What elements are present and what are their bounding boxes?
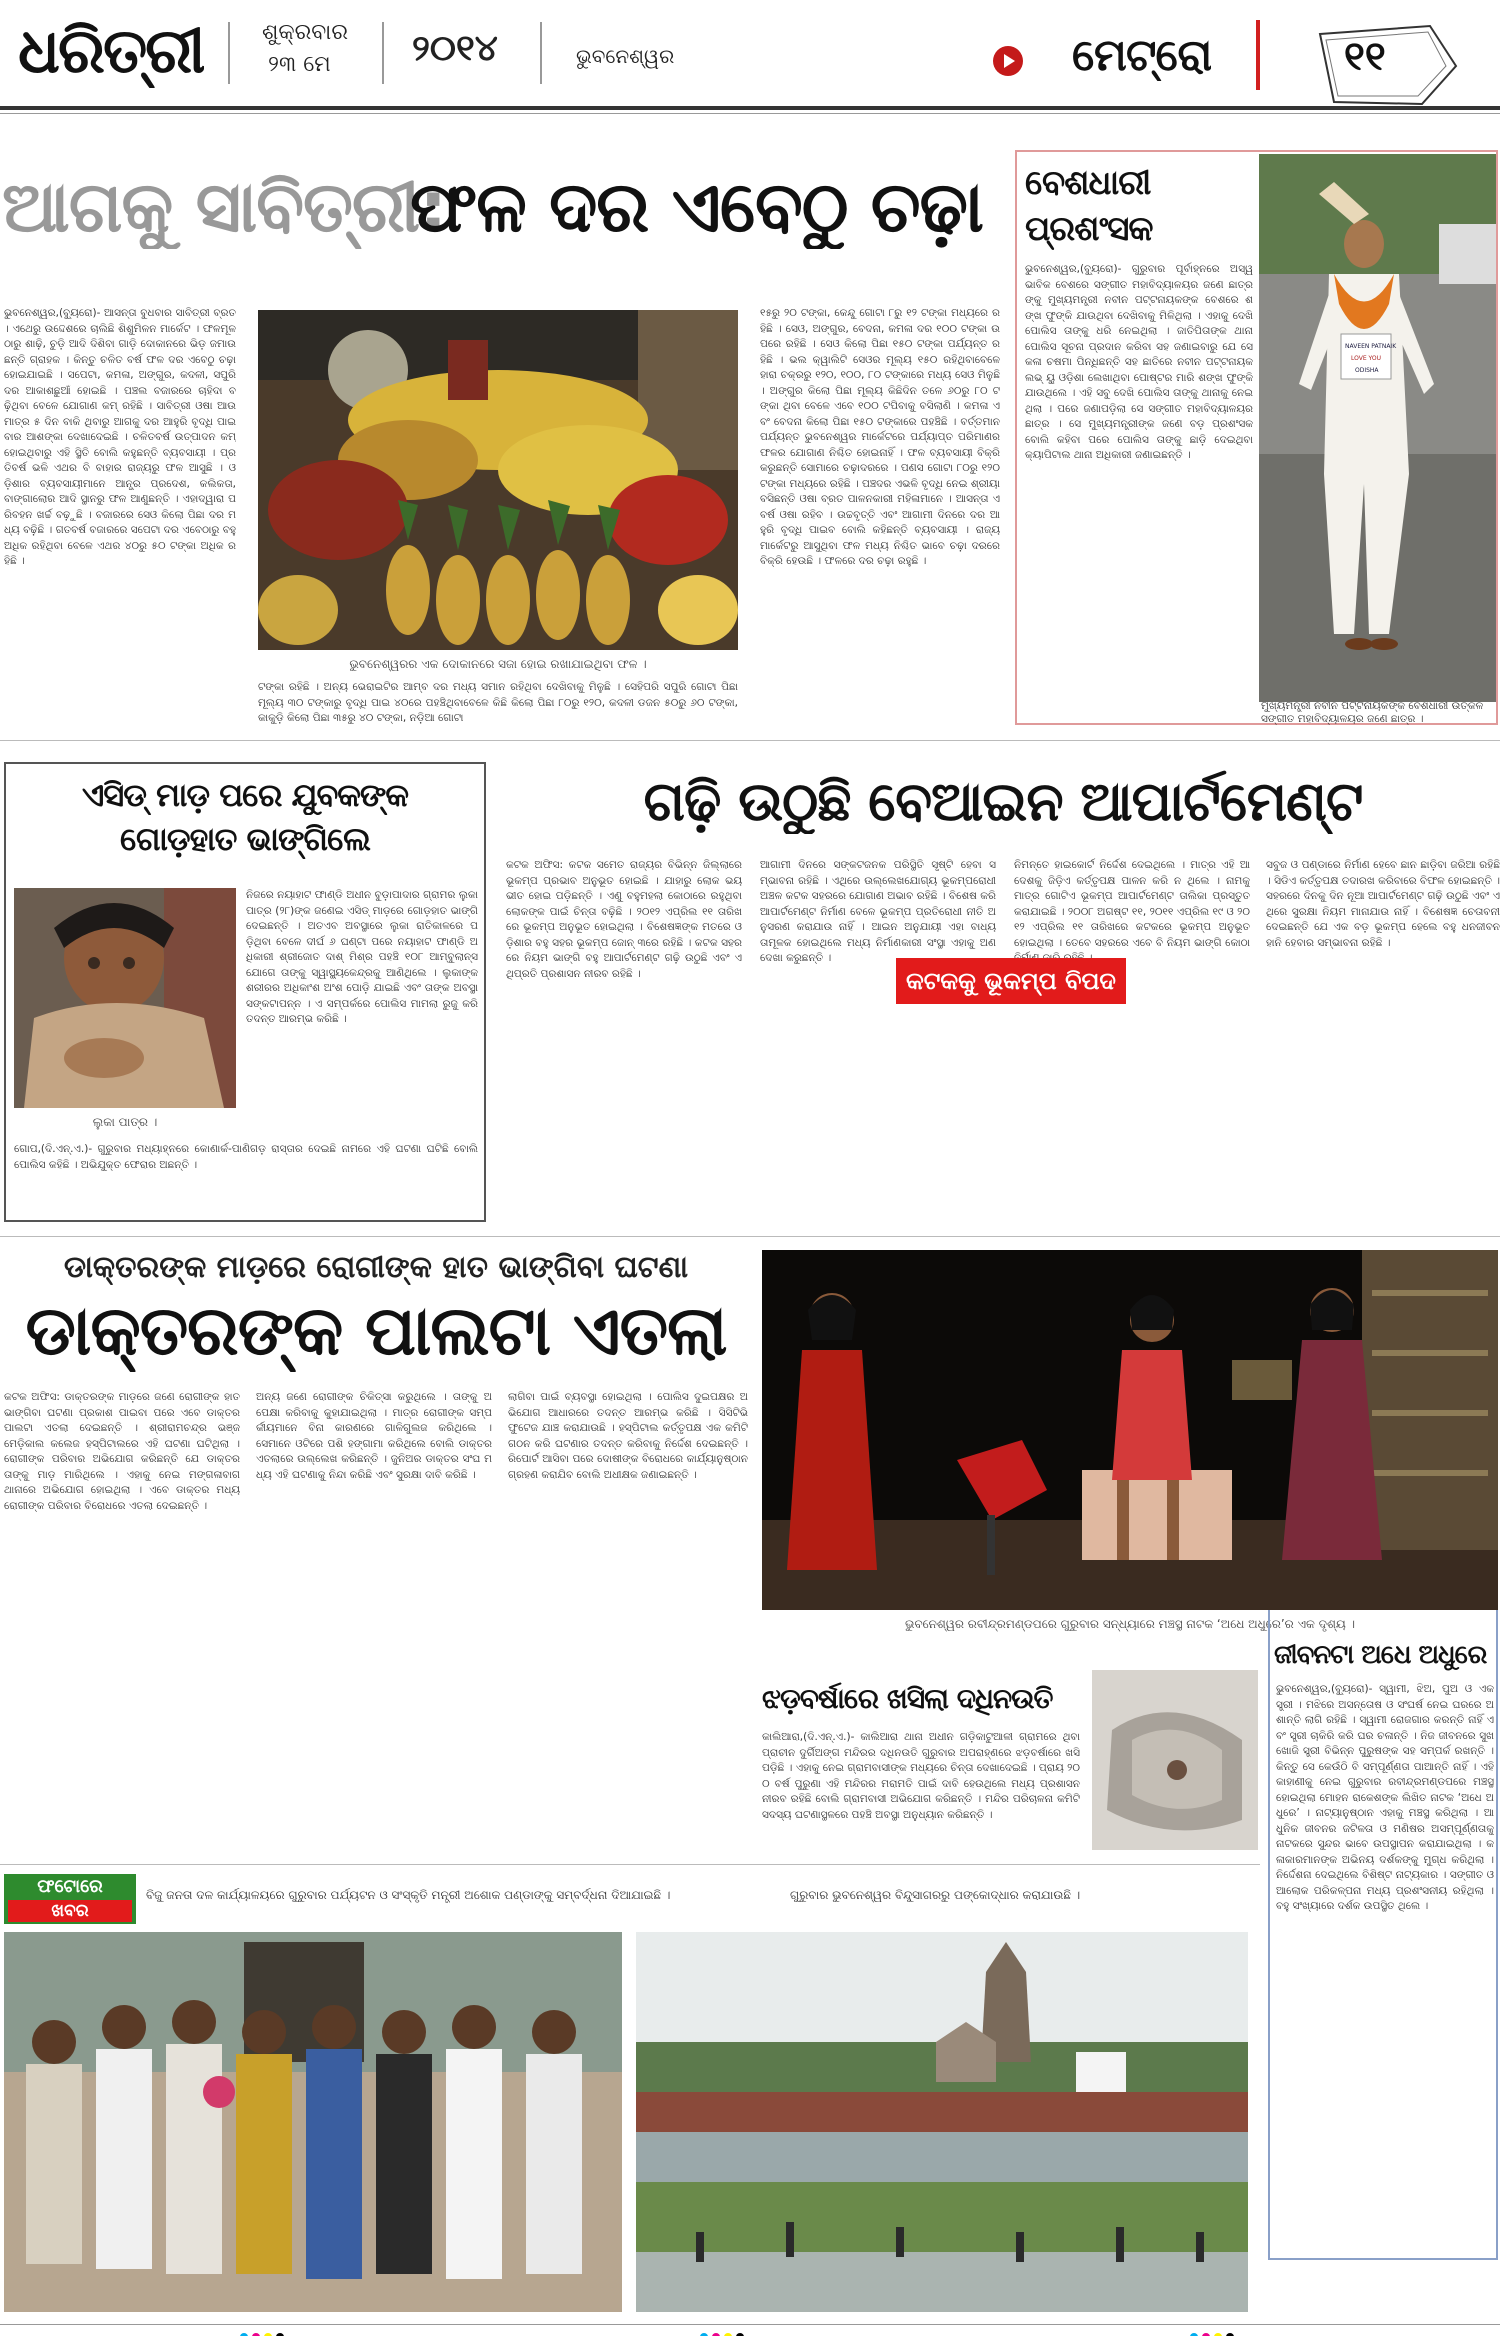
fruit-stall-photo bbox=[258, 310, 738, 650]
play-story-box bbox=[1268, 1610, 1498, 2260]
photo-news-strip bbox=[0, 1872, 1260, 2332]
doctor-col-1: କଟକ ଅଫିସ: ଡାକ୍ତରଙ୍କ ମାଡ଼ରେ ଜଣେ ରୋଗୀଙ୍କ ହାତ ଭାଙ୍ଗିବା ଘଟଣା ପ୍ରକାଶ ପାଇବା ପରେ ଏବେ ଡାକ୍ତର ପାଲଟା ଏତଲା ଦେଇଛନ୍ତି । ଶ୍ରୀରାମଚନ୍ଦ୍ର ଭଞ୍ଜ ମେଡ଼ିକାଲ କଲେଜ ହସ୍ପିଟାଲରେ ଏହି ଘଟଣା ଘଟିଥିଲା । ରୋଗୀଙ୍କ ପରିବାର ଅଭିଯୋଗ କରିଛନ୍ତି ଯେ ଡାକ୍ତର ତାଙ୍କୁ ମାଡ଼ ମାରିଥିଲେ । ଏହାକୁ ନେଇ ମଙ୍ଗଳାବାଗ ଥାନାରେ ଅଭିଯୋଗ ହୋଇଥିଲା । ଏବେ ଡାକ୍ତର ମଧ୍ୟ ରୋଗୀଙ୍କ ପରିବାର ବିରୋଧରେ ଏତଲା ଦେଇଛନ୍ତି । bbox=[4, 1391, 240, 1512]
play-body: ଭୁବନେଶ୍ୱର,(ବ୍ୟୁରୋ)- ସ୍ୱାମୀ, ଝିଅ, ପୁଅ ଓ ଏକ ସ୍ତ୍ରୀ । ମଝିରେ ଅସନ୍ତୋଷ ଓ ସଂଘର୍ଷ ନେଇ ଘରରେ ଅଶାନ୍ତି ଲାଗି ରହିଛି । ସ୍ୱାମୀ ରୋଜଗାର କରନ୍ତି ନାହିଁ ଏବଂ ସ୍ତ୍ରୀ ଚାକିରି କରି ଘର ଚଳାନ୍ତି । ନିଜ ଜୀବନରେ ସୁଖ ଖୋଜି ସ୍ତ୍ରୀ ବିଭିନ୍ନ ପୁରୁଷଙ୍କ ସହ ସମ୍ପର୍କ ରଖନ୍ତି । କିନ୍ତୁ ସେ କେଉଁଠି ବି ସମ୍ପୂର୍ଣ୍ଣତା ପାଆନ୍ତି ନାହିଁ । ଏହି କାହାଣୀକୁ ନେଇ ଗୁରୁବାର ରବୀନ୍ଦ୍ରମଣ୍ଡପରେ ମଞ୍ଚସ୍ଥ ହୋଇଥିଲା ମୋହନ ରାକେଶଙ୍କ ଲିଖିତ ନାଟକ ‘ଅଧେ ଅଧୁରେ’ । ନାଟ୍ୟାନୁଷ୍ଠାନ ଏହାକୁ ମଞ୍ଚସ୍ଥ କରିଥିଲା । ଆଧୁନିକ ଜୀବନର ଜଟିଳତା ଓ ମଣିଷର ଅସମ୍ପୂର୍ଣ୍ଣତାକୁ ନାଟକରେ ସୁନ୍ଦର ଭାବେ ଉପସ୍ଥାପନ କରାଯାଇଥିଲା । କଳାକାରମାନଙ୍କ ଅଭିନୟ ଦର୍ଶକଙ୍କୁ ମୁଗ୍ଧ କରିଥିଲା । ନିର୍ଦ୍ଦେଶନା ଦେଇଥିଲେ ବିଶିଷ୍ଟ ନାଟ୍ୟକାର । ସଙ୍ଗୀତ ଓ ଆଲୋକ ପରିକଳ୍ପନା ମଧ୍ୟ ପ୍ରଶଂସନୀୟ ରହିଥିଲା । ବହୁ ସଂଖ୍ୟାରେ ଦର୍ଶକ ଉପସ୍ଥିତ ଥିଲେ । bbox=[1276, 1683, 1494, 1912]
felicitation-photo bbox=[4, 1932, 622, 2312]
apartment-col-1: କଟକ ଅଫିସ: କଟକ ସମେତ ରାଜ୍ୟର ବିଭିନ୍ନ ଜିଲ୍ଲାରେ ଭୂକମ୍ପ ପ୍ରଭାବ ଅନୁଭୂତ ହୋଇଛି । ଯାହାରୁ ଲୋକ ଭୟଭୀତ ହୋଇ ପଡ଼ିଛନ୍ତି । ଏଣୁ ବହୁମହଲା କୋଠାରେ ରହୁଥିବା ଲୋକଙ୍କ ପାଇଁ ଚିନ୍ତା ବଢ଼ିଛି । ୨୦୧୨ ଏପ୍ରିଲ ୧୧ ତାରିଖରେ ଭୂକମ୍ପ ଅନୁଭୂତ ହୋଇଥିଲା । ବିଶେଷଜ୍ଞଙ୍କ ମତରେ ଓଡ଼ିଶାର ବହୁ ସହର ଭୂକମ୍ପ ଜୋନ୍ ୩ରେ ରହିଛି । କଟକ ସହରରେ ନିୟମ ଭାଙ୍ଗି ବହୁ ଆପାର୍ଟମେଣ୍ଟ ଗଢ଼ି ଉଠୁଛି ଏବଂ ଏଥିପ୍ରତି ପ୍ରଶାସନ ନୀରବ ରହିଛି । bbox=[506, 859, 742, 980]
play-bullet-icon bbox=[993, 46, 1023, 76]
doctor-story bbox=[0, 1240, 752, 1860]
masthead bbox=[0, 0, 1500, 120]
impostor-headline: ବେଶଧାରୀ ପ୍ରଶଂସକ bbox=[1025, 163, 1153, 249]
apartment-col-4: ସବୁଜ ଓ ପଣ୍ଡାରେ ନିର୍ମାଣ ହେବେ ଛାନ ଛାଡ଼ିବା ଜରିଆ ରହିଛି । ସିଡିଏ କର୍ତ୍ତୃପକ୍ଷ ତଦାରଖ କରିବାରେ ବିଫଳ ହୋଇଛନ୍ତି । ସହରରେ ଦିନକୁ ଦିନ ନୂଆ ଆପାର୍ଟମେଣ୍ଟ ଗଢ଼ି ଉଠୁଛି ଏବଂ ଏଥିରେ ସୁରକ୍ଷା ନିୟମ ମାନାଯାଉ ନାହିଁ । ବିଶେଷଜ୍ଞ ଚେତାବନୀ ଦେଇଛନ୍ତି ଯେ ଏକ ବଡ଼ ଭୂକମ୍ପ ହେଲେ ବହୁ ଧନଜୀବନ ହାନି ହେବାର ସମ୍ଭାବନା ରହିଛି । bbox=[1266, 859, 1500, 949]
impostor-photo bbox=[1259, 154, 1496, 702]
fruit-body-col-2: ଟଙ୍କା ରହିଛି । ଅନ୍ୟ ଭେରାଇଟିର ଆମ୍ବ ଦର ମଧ୍ୟ ସମାନ ରହିଥିବା ଦେଖିବାକୁ ମିଳୁଛି । ସେହିପରି ସପୁରି ଗୋଟା ପିଛା ମୂଲ୍ୟ ୩୦ ଟଙ୍କାରୁ ବୃଦ୍ଧି ପାଇ ୪୦ରେ ପହଞ୍ଚିଥିବାବେଳେ କିଛି କିଲୋ ପିଛା ୮୦ରୁ ୧୨୦, କଦଳୀ ଡଜନ ୫୦ରୁ ୬୦ ଟଙ୍କା, କାକୁଡ଼ି କିଲୋ ପିଛା ୩୫ରୁ ୪୦ ଟଙ୍କା, ନଡ଼ିଆ ଗୋଟା bbox=[258, 681, 738, 724]
edition-city: ଭୁବନେଶ୍ୱର bbox=[576, 44, 675, 68]
page-number-tab bbox=[1320, 26, 1450, 96]
photo-news-label-line-1: ଫଟୋରେ bbox=[37, 1876, 103, 1897]
storm-story bbox=[762, 1650, 1258, 1860]
play-photo bbox=[762, 1250, 1498, 1610]
doctor-kicker: ଡାକ୍ତରଙ୍କ ମାଡ଼ରେ ରୋଗୀଙ୍କ ହାତ ଭାଙ୍ଗିବା ଘଟଣା bbox=[63, 1250, 689, 1285]
photo-news-caption-1: ବିଜୁ ଜନତା ଦଳ କାର୍ଯ୍ୟାଳୟରେ ଗୁରୁବାର ପର୍ଯ୍ୟଟନ ଓ ସଂସ୍କୃତି ମନ୍ତ୍ରୀ ଅଶୋକ ପଣ୍ଡାଙ୍କୁ ସମ୍ବର୍ଦ୍ଧନା ଦିଆଯାଇଛି । bbox=[146, 1888, 671, 1902]
newspaper-logo: ଧରିତ୍ରୀ bbox=[18, 14, 204, 87]
photo-news-label-line-2: ଖବର bbox=[51, 1901, 89, 1921]
fruit-body-col-3: ୧୫ରୁ ୨୦ ଟଙ୍କା, କେନ୍ଦୁ ଗୋଟା ୮ରୁ ୧୨ ଟଙ୍କା ମଧ୍ୟରେ ରହିଛି । ସେଓ, ଅଙ୍ଗୁର, ବେଦନା, କମଳା ଦର ୧୦୦ ଟଙ୍କା ଉପରେ ରହିଛି । ସେଓ କିଲୋ ପିଛା ୧୫୦ ଟଙ୍କା ପର୍ଯ୍ୟନ୍ତ ରହିଛି । ଭଲ କ୍ୱାଲିଟି ସେଓର ମୂଲ୍ୟ ୧୫୦ ରହିଥିବାବେଳେ ହାରା ଚକ୍ରରୁ ୧୨୦, ୧୦୦, ୮୦ ଟଙ୍କାରେ ମଧ୍ୟ ସେଓ ମିଳୁଛି । ଅଙ୍ଗୁର କିଲୋ ପିଛା ମୂଲ୍ୟ କିଛିଦିନ ତଳେ ୬୦ରୁ ୮୦ ଟଙ୍କା ଥିବା ବେଳେ ଏବେ ୧୦୦ ଟପିବାକୁ ବସିଲାଣି । କମଳା ଏବଂ ବେଦନା କିଲୋ ପିଛା ୧୫୦ ଟଙ୍କାରେ ପହଞ୍ଚିଛି । ବର୍ତ୍ତମାନ ପର୍ଯ୍ୟନ୍ତ ଭୁବନେଶ୍ୱର ମାର୍କେଟରେ ପର୍ଯ୍ୟାପ୍ତ ପରିମାଣର ଫଳର ଯୋଗାଣ ନିଶ୍ଚିତ ହୋଇନାହିଁ । ଫଳ ବ୍ୟବସାୟୀ ବିକ୍ରି କରୁଛନ୍ତି ସୋମାରେ ଚଢ଼ାଦରରେ । ପଣସ ଗୋଟା ୮୦ରୁ ୧୨୦ ଟଙ୍କା ମଧ୍ୟରେ ରହିଛି । ପଞ୍ଚଦର ଏଭଳି ବୃଦ୍ଧି ନେଇ ଶ୍ରୀୟା ବସିଛନ୍ତି ଓଷା ବ୍ରତ ପାଳନକାରୀ ମହିଳାମାନେ । ଆସନ୍ତା ଏବର୍ଷ ଓଷା ରହିବ । ଉଚ୍ଚବୃତ୍ତି ଏବଂ ଆଗାମୀ ଦିନରେ ଦର ଆହୁରି ବୃଦ୍ଧି ପାଇବ ବୋଲି କହିଛନ୍ତି ବ୍ୟବସାୟୀ । ରାଜ୍ୟ ମାର୍କେଟରୁ ଆସୁଥିବା ଫଳ ମଧ୍ୟ ନିଶ୍ଚିତ ଭାବେ ଚଢ଼ା ଦରରେ ବିକ୍ରି ହେଉଛି । ଫଳରେ ଦର ଚଢ଼ା ରହୁଛି । bbox=[760, 307, 1000, 567]
doctor-col-2: ଅନ୍ୟ ଜଣେ ରୋଗୀଙ୍କ ଚିକିତ୍ସା କରୁଥିଲେ । ତାଙ୍କୁ ଅପେକ୍ଷା କରିବାକୁ କୁହାଯାଇଥିଲା । ମାତ୍ର ରୋଗୀଙ୍କ ସମ୍ପର୍କୀୟମାନେ ବିନା କାରଣରେ ଗାଳିଗୁଲଜ କରିଥିଲେ । ସେମାନେ ଓଟିରେ ପଶି ହଙ୍ଗାମା କରିଥିଲେ ବୋଲି ଡାକ୍ତର ଏତଲାରେ ଉଲ୍ଲେଖ କରିଛନ୍ତି । ଜୁନିଅର ଡାକ୍ତର ସଂଘ ମଧ୍ୟ ଏହି ଘଟଣାକୁ ନିନ୍ଦା କରିଛି ଏବଂ ସୁରକ୍ଷା ଦାବି କରିଛି । bbox=[256, 1391, 492, 1481]
apartment-headline: ଗଢ଼ି ଉଠୁଛି ବେଆଇନ ଆପାର୍ଟମେଣ୍ଟ bbox=[643, 770, 1363, 833]
fruit-photo-caption: ଭୁବନେଶ୍ୱରର ଏକ ଦୋକାନରେ ସଜା ହୋଇ ରଖାଯାଇଥିବା ଫଳ । bbox=[349, 657, 647, 671]
play-photo-caption: ଭୁବନେଶ୍ୱର ରବୀନ୍ଦ୍ରମଣ୍ଡପରେ ଗୁରୁବାର ସନ୍ଧ୍ୟାରେ ମଞ୍ଚସ୍ଥ ନାଟକ ‘ଅଧେ ଅଧୁରେ’ର ଏକ ଦୃଶ୍ୟ । bbox=[905, 1617, 1355, 1631]
impostor-story-box bbox=[1015, 150, 1498, 725]
fruit-body-col-1: ଭୁବନେଶ୍ୱର,(ବ୍ୟୁରୋ)- ଆସନ୍ତା ବୁଧବାର ସାବିତ୍ରୀ ବ୍ରତ । ଏଥେରୁ ଉଦ୍ଦେଶରେ ଚାଲିଛି ଶିଶୁମିଳନ ମାର୍କେଟ । ଫଳମୂଳଠାରୁ ଶାଢ଼ି, ଚୁଡ଼ି ଆଦି ଦିଶିବା ଗାଡ଼ି ଦୋକାନରେ ଭିଡ଼ ଜମାଉଛନ୍ତି ଗ୍ରାହକ । କିନ୍ତୁ ଚଳିତ ବର୍ଷ ଫଳ ଦର ଏବେଠୁ ଚଢ଼ା ହୋଇଯାଇଛି । ସପେଟା, କମଳା, ଅଙ୍ଗୁର, କଦଳୀ, ସପୁରି ଦର ଆକାଶଛୁଆଁ ହୋଇଛି । ପଞ୍ଚଲ ବଜାରରେ ଚାହିଦା ବଢ଼ିଥିବା ବେଳେ ଯୋଗାଣ କମ୍ ରହିଛି । ସାବିତ୍ରୀ ଓଷା ଆଉ ମାତ୍ର ୫ ଦିନ ବାକି ଥିବାରୁ ଆଗକୁ ଦର ଆହୁରି ବୃଦ୍ଧି ପାଇବାର ଆଶଙ୍କା ଦେଖାଦେଇଛି । ଚଳିତବର୍ଷ ଉତ୍ପାଦନ କମ୍ ହୋଇଥିବାରୁ ଏହି ସ୍ଥିତି ବୋଲି କହୁଛନ୍ତି ବ୍ୟବସାୟୀ । ପ୍ରତିବର୍ଷ ଭଳି ଏଥର ବି ବାହାର ରାଜ୍ୟରୁ ଫଳ ଆସୁଛି । ଓଡ଼ିଶାର ବ୍ୟବସାୟୀମାନେ ଆନ୍ଧ୍ର ପ୍ରଦେଶ, କଲିକତା, ବାଙ୍ଗାଲୋର ଆଦି ସ୍ଥାନରୁ ଫଳ ଆଣୁଛନ୍ତି । ଏହାଦ୍ୱାରା ପରିବହନ ଖର୍ଚ୍ଚ ବଢ଼ୁଛି । ବଜାରରେ ସେଓ କିଲୋ ପିଛା ଦର ମଧ୍ୟ ବଢ଼ିଛି । ଗତବର୍ଷ ବଜାରରେ ସପେଟା ଦର ଏବେଠାରୁ ବହୁ ଅଧିକ ରହିଥିବା ବେଳେ ଏଥର ୪୦ରୁ ୫୦ ଟଙ୍କା ଅଧିକ ରହିଛି । bbox=[4, 307, 236, 567]
acid-headline-line-1: ଏସିଡ୍ ମାଡ଼ ପରେ ଯୁବକଙ୍କ bbox=[81, 776, 409, 814]
page-number: ୧୧ bbox=[1344, 34, 1386, 80]
placard-line-1: NAVEEN PATNAIK bbox=[1345, 343, 1397, 350]
fruit-headline-part-a: ଆଗକୁ ସାବିତ୍ରୀ: bbox=[2, 166, 447, 248]
play-headline: ଜୀବନଟା ଅଧେ ଅଧୁରେ bbox=[1274, 1640, 1487, 1670]
acid-story-box bbox=[4, 762, 486, 1222]
earthquake-callout: କଟକକୁ ଭୂକମ୍ପ ବିପଦ bbox=[896, 958, 1126, 1004]
storm-body: କାଲିଆରା,(ଦି.ଏନ୍.ଏ.)- କାଲିଆରା ଥାନା ଅଧୀନ ଗଡ଼ିକାଟୁଆଳୀ ଗ୍ରାମରେ ଥିବା ପ୍ରାଚୀନ ଦୁର୍ଗିଅଙ୍ଗ ମନ୍ଦିରର ଦଧିନଉତି ଗୁରୁବାର ଅପରାହ୍ଣରେ ଝଡ଼ବର୍ଷାରେ ଖସି ପଡ଼ିଛି । ଏହାକୁ ନେଇ ଗ୍ରାମବାସୀଙ୍କ ମଧ୍ୟରେ ଚିନ୍ତା ଦେଖାଦେଇଛି । ପ୍ରାୟ ୨୦୦ ବର୍ଷ ପୁରୁଣା ଏହି ମନ୍ଦିରର ମରାମତି ପାଇଁ ଦାବି ହେଉଥିଲେ ମଧ୍ୟ ପ୍ରଶାସନ ନୀରବ ରହିଛି ବୋଲି ଗ୍ରାମବାସୀ ଅଭିଯୋଗ କରିଛନ୍ତି । ମନ୍ଦିର ପରିଚାଳନା କମିଟି ସଦସ୍ୟ ଘଟଣାସ୍ଥଳରେ ପହଞ୍ଚି ଅବସ୍ଥା ଅନୁଧ୍ୟାନ କରିଛନ୍ତି । bbox=[762, 1731, 1080, 1821]
acid-victim-photo bbox=[14, 888, 236, 1108]
acid-headline-line-2: ଗୋଡ଼ହାତ ଭାଙ୍ଗିଲେ bbox=[120, 820, 370, 858]
bottom-registration-bar bbox=[0, 2320, 1500, 2336]
photo-news-caption-2: ଗୁରୁବାର ଭୁବନେଶ୍ୱର ବିନ୍ଦୁସାଗରରୁ ପଙ୍କୋଦ୍ଧାର କରାଯାଉଛି । bbox=[790, 1888, 1081, 1902]
impostor-photo-caption: ମୁଖ୍ୟମନ୍ତ୍ରୀ ନବୀନ ପଟ୍ଟନାୟକଙ୍କ ବେଶଧାରୀ ଉତ୍କଳ ସଙ୍ଗୀତ ମହାବିଦ୍ୟାଳୟର ଜଣେ ଛାତ୍ର । bbox=[1261, 700, 1484, 725]
storm-photo bbox=[1092, 1670, 1258, 1850]
issue-date: ୨୩ ମେ bbox=[268, 52, 331, 77]
placard-line-2: LOVE YOU bbox=[1351, 355, 1381, 362]
photo-news-label bbox=[4, 1874, 136, 1924]
apartment-col-2: ଆଗାମୀ ଦିନରେ ସଙ୍କଟଜନକ ପରିସ୍ଥିତି ସୃଷ୍ଟି ହେବା ସମ୍ଭାବନା ରହିଛି । ଏଥିରେ ଉଲ୍ଲେଖଯୋଗ୍ୟ ଭୂକମ୍ପରୋଧୀ ଅଞ୍ଚଳ କଟକ ସହରରେ ଯୋଗାଣ ଅଭାବ ରହିଛି । ବିଶେଷ କରି ଆପାର୍ଟମେଣ୍ଟ ନିର୍ମାଣ ବେଳେ ଭୂକମ୍ପ ପ୍ରତିରୋଧୀ ନୀତି ଅନୁସରଣ କରାଯାଉ ନାହିଁ । ଆଇନ ଅନୁଯାୟୀ ଏହା ବାଧ୍ୟତାମୂଳକ ହୋଇଥିଲେ ମଧ୍ୟ ନିର୍ମାଣକାରୀ ସଂସ୍ଥା ଏହାକୁ ଅଣଦେଖା କରୁଛନ୍ତି । bbox=[760, 859, 996, 964]
acid-photo-caption: ଲୁକା ପାତ୍ର । bbox=[92, 1115, 158, 1129]
placard-line-3: ODISHA bbox=[1355, 367, 1379, 374]
fruit-story bbox=[0, 150, 1005, 730]
impostor-body: ଭୁବନେଶ୍ୱର,(ବ୍ୟୁରୋ)- ଗୁରୁବାର ପୂର୍ବାହ୍ନରେ ଅସ୍ୱଭାବିକ ବେଶରେ ସଙ୍ଗୀତ ମହାବିଦ୍ୟାଳୟର ଜଣେ ଛାତ୍ରଙ୍କୁ ମୁଖ୍ୟମନ୍ତ୍ରୀ ନବୀନ ପଟ୍ଟନାୟକଙ୍କ ବେଶରେ ଶଙ୍ଖ ଫୁଙ୍କି ଯାଉଥିବା ଦେଖିବାକୁ ମିଳିଥିଲା । ଏହାକୁ ଦେଖି ପୋଲିସ ତାଙ୍କୁ ଧରି ନେଇଥିଲା । ଜାତିପିତାଙ୍କ ଥାନା ପୋଲିସ ସୂଚନା ପ୍ରଦାନ କରିବା ସହ ଜଣାଇବାରୁ ଯେ ସେ କଳା ଚଷମା ପିନ୍ଧିଛନ୍ତି ସହ ଛାତିରେ ନବୀନ ପଟ୍ଟନାୟକ ଲଭ୍ ୟୁ ଓଡ଼ିଶା ଲେଖାଥିବା ପୋଷ୍ଟର ମାରି ଶଙ୍ଖ ଫୁଙ୍କି ଯାଉଥିଲେ । ଏହି ସବୁ ଦେଖି ପୋଲିସ ତାଙ୍କୁ ଥାନାକୁ ନେଇଥିଲା । ପରେ ଜଣାପଡ଼ିଲା ସେ ସଙ୍ଗୀତ ମହାବିଦ୍ୟାଳୟର ଛାତ୍ର । ସେ ମୁଖ୍ୟମନ୍ତ୍ରୀଙ୍କ ଜଣେ ବଡ଼ ପ୍ରଶଂସକ ବୋଲି କହିବା ପରେ ପୋଲିସ ତାଙ୍କୁ ଛାଡ଼ି ଦେଇଥିବା କ୍ୟାପିଟାଲ ଥାନା ଅଧିକାରୀ ଜଣାଇଛନ୍ତି । bbox=[1025, 263, 1253, 461]
storm-headline: ଝଡ଼ବର୍ଷାରେ ଖସିଲା ଦଧିନଉତି bbox=[762, 1682, 1053, 1715]
doctor-col-3: ଲାଗିବା ପାଇଁ ବ୍ୟବସ୍ଥା ହୋଇଥିଲା । ପୋଲିସ ଦୁଇପକ୍ଷର ଅଭିଯୋଗ ଆଧାରରେ ତଦନ୍ତ ଆରମ୍ଭ କରିଛି । ସିସିଟିଭି ଫୁଟେଜ ଯାଞ୍ଚ କରାଯାଉଛି । ହସ୍ପିଟାଲ କର୍ତ୍ତୃପକ୍ଷ ଏକ କମିଟି ଗଠନ କରି ଘଟଣାର ତଦନ୍ତ କରିବାକୁ ନିର୍ଦ୍ଦେଶ ଦେଇଛନ୍ତି । ରିପୋର୍ଟ ଆସିବା ପରେ ଦୋଷୀଙ୍କ ବିରୋଧରେ କାର୍ଯ୍ୟାନୁଷ୍ଠାନ ଗ୍ରହଣ କରାଯିବ ବୋଲି ଅଧୀକ୍ଷକ ଜଣାଇଛନ୍ତି । bbox=[508, 1391, 748, 1481]
issue-day: ଶୁକ୍ରବାର bbox=[262, 20, 348, 45]
acid-body-col-1: ନିଜରେ ନୟାହାଟ ଫାଣ୍ଡି ଅଧୀନ ବୁଡ଼ାପାଦାର ଗ୍ରାମର ଲୁକା ପାତ୍ର (୨୮)ଙ୍କ ଜଣେଇ ଏସିଡ୍ ମାଡ଼ରେ ଗୋଡ଼ହାତ ଭାଙ୍ଗି ଦେଇଛନ୍ତି । ଅତଏବ ଅବସ୍ଥାରେ ଲୁକା ରାତିକାଳରେ ପଡ଼ିଥିବା ବେଳେ ଦୀର୍ଘ ୬ ଘଣ୍ଟା ପରେ ନୟାହାଟ ଫାଣ୍ଡି ଅଧିକାରୀ ଶ୍ରୀଜୋତ ଦାଶ୍ ମିଶ୍ର ପହଞ୍ଚି ୧୦୮ ଆମ୍ବୁଲାନ୍ସ ଯୋଗେ ତାଙ୍କୁ ସ୍ୱାସ୍ଥ୍ୟକେନ୍ଦ୍ରକୁ ଆଣିଥିଲେ । ଲୁକାଙ୍କ ଶରୀରର ଅଧିକାଂଶ ଅଂଶ ପୋଡ଼ି ଯାଇଛି ଏବଂ ତାଙ୍କ ଅବସ୍ଥା ସଙ୍କଟାପନ୍ନ । ଏ ସମ୍ପର୍କରେ ପୋଲିସ ମାମଲା ରୁଜୁ କରି ତଦନ୍ତ ଆରମ୍ଭ କରିଛି । bbox=[246, 889, 478, 1025]
doctor-headline: ଡାକ୍ତରଙ୍କ ପାଲଟା ଏତଲା bbox=[25, 1292, 727, 1371]
apartment-story bbox=[506, 762, 1500, 1222]
apartment-col-3: ନିମନ୍ତେ ହାଇକୋର୍ଟ ନିର୍ଦ୍ଦେଶ ଦେଇଥିଲେ । ମାତ୍ର ଏହି ଆଦେଶକୁ ଜିଡ଼ିଏ କର୍ତ୍ତୃପକ୍ଷ ପାଳନ କରି ନ ଥିଲେ । ନାମକୁ ମାତ୍ର ଗୋଟିଏ ଭୂକମ୍ପ ଆପାର୍ଟମେଣ୍ଟ ତାଲିକା ପ୍ରସ୍ତୁତ କରାଯାଇଛି । ୨୦୦୮ ଅଗଷ୍ଟ ୧୧, ୨୦୧୧ ଏପ୍ରିଲ ୧୯ ଓ ୨୦୧୨ ଏପ୍ରିଲ ୧୧ ତାରିଖରେ କଟକରେ ଭୂକମ୍ପ ଅନୁଭୂତ ହୋଇଥିଲା । ତେବେ ସହରରେ ଏବେ ବି ନିୟମ ଭାଙ୍ଗି କୋଠା bbox=[1014, 859, 1250, 949]
section-title: ମେଟ୍ରୋ bbox=[1072, 30, 1212, 81]
acid-body-col-2: ଗୋପ,(ଦି.ଏନ୍.ଏ.)- ଗୁରୁବାର ମଧ୍ୟାହ୍ନରେ କୋଣାର୍କ-ପାଣିଗଡ଼ ରାସ୍ତାର ଦେଇଛି ନାମରେ ଏହି ଘଟଣା ଘଟିଛି ବୋଲି ପୋଲିସ କହିଛି । ଅଭିଯୁକ୍ତ ଫେରାର ଅଛନ୍ତି । bbox=[14, 1143, 478, 1171]
bindusagar-photo bbox=[636, 1932, 1248, 2312]
issue-year: ୨୦୧୪ bbox=[412, 28, 498, 69]
fruit-headline-part-b: ଫଳ ଦର ଏବେଠୁ ଚଢ଼ା bbox=[410, 166, 983, 248]
